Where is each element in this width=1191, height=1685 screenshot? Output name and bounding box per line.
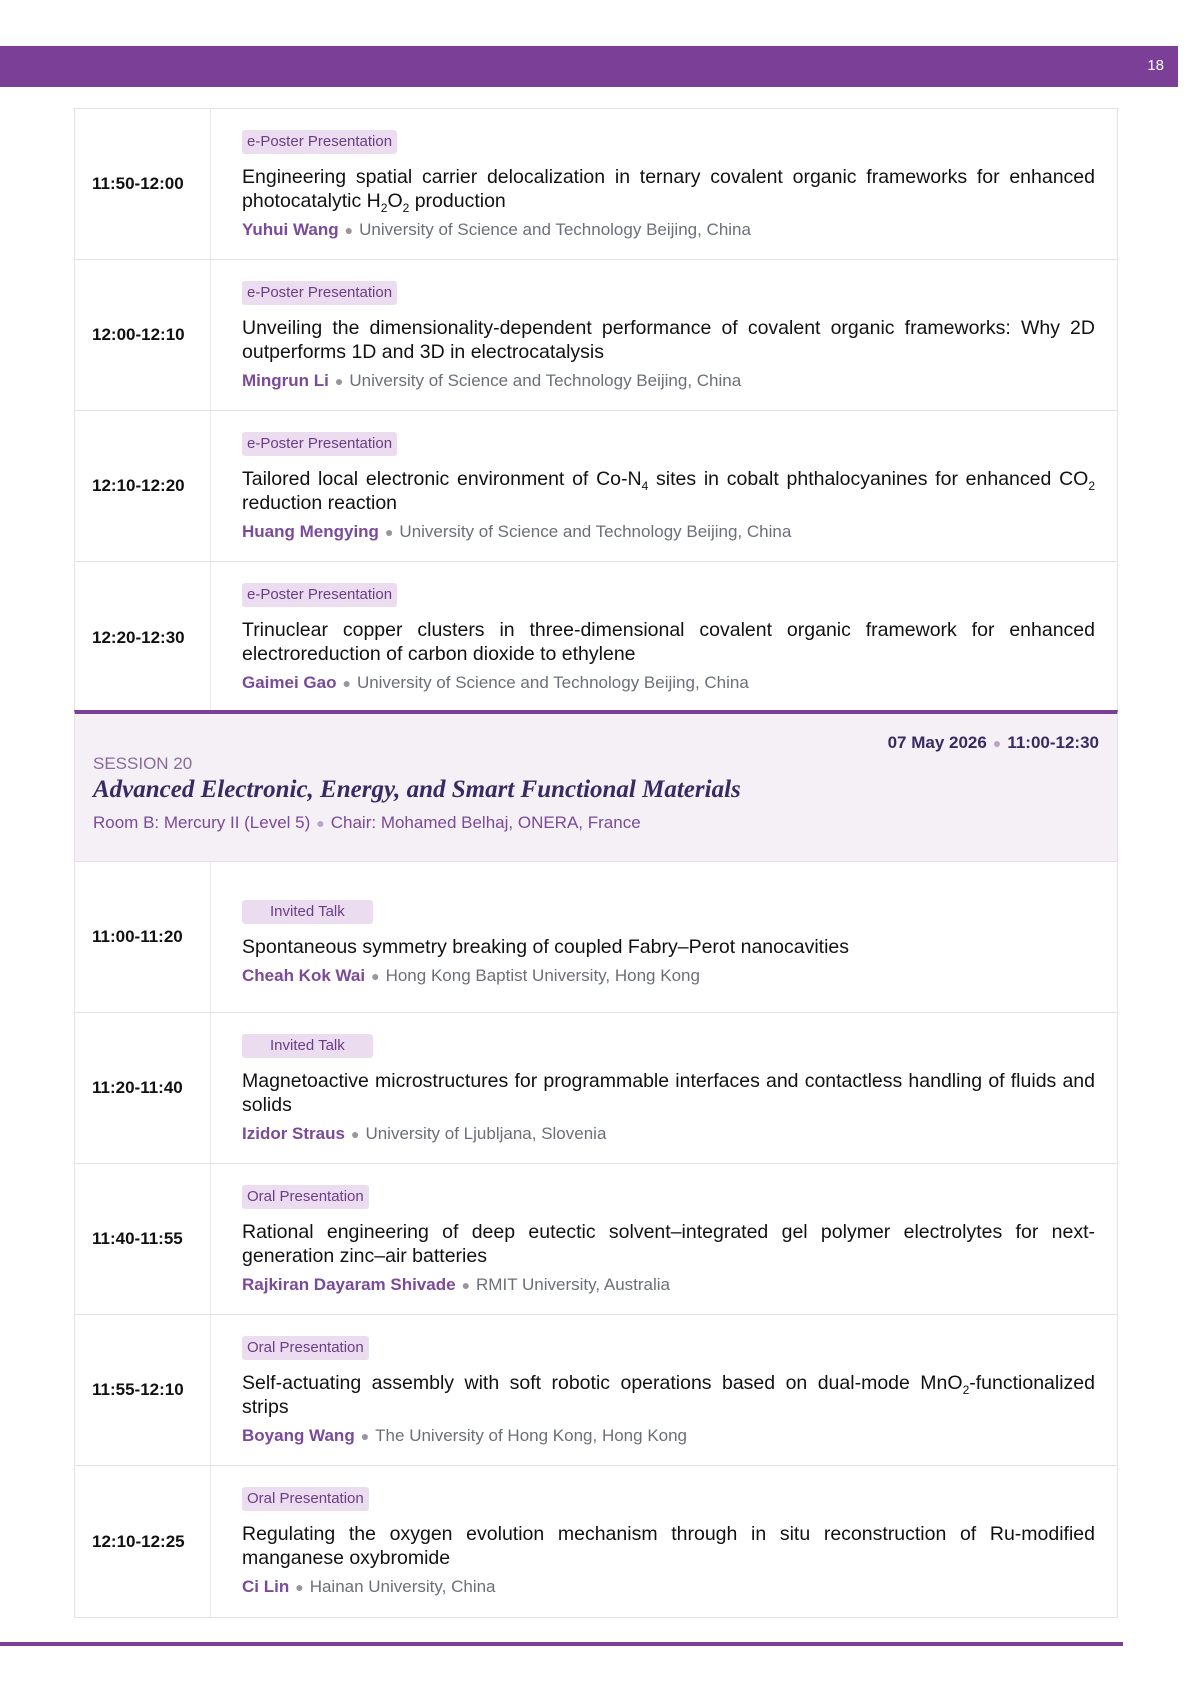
talk-content [211, 1315, 1117, 1465]
author-name: Cheah Kok Wai [242, 966, 366, 985]
author-affiliation: Hainan University, China [309, 1577, 496, 1596]
talk-title: Engineering spatial carrier delocalization in ternary covalent organic frameworks for enhanced photocatalytic $H_2O_2$ production [242, 166, 1095, 215]
time-slot: 12:10-12:20 [75, 411, 211, 561]
presentation-type-badge: Oral Presentation [242, 1487, 369, 1511]
separator-dot: ● [334, 373, 344, 389]
presentation-type-badge: e-Poster Presentation [242, 583, 397, 607]
talk-content [211, 260, 1117, 410]
header-band [0, 46, 1178, 87]
talk-title: Regulating the oxygen evolution mechanism through in situ reconstruction of Ru-modified manganese oxybromide [242, 1523, 1095, 1569]
author-line [242, 220, 1095, 240]
presentation-type-badge: e-Poster Presentation [242, 432, 397, 456]
footer-rule [0, 1642, 1123, 1646]
separator-dot: ● [371, 968, 380, 984]
separator-dot: ● [384, 524, 394, 540]
page-number: 18 [1147, 57, 1164, 74]
talk-content [211, 1013, 1117, 1163]
separator-dot: ● [360, 1428, 370, 1444]
separator-dot: ● [992, 735, 1002, 751]
session-meta [93, 813, 641, 833]
talk-content [211, 562, 1117, 713]
author-affiliation: University of Science and Technology Beijing, China [349, 371, 742, 390]
talk-title: Spontaneous symmetry breaking of coupled Fabry–Perot nanocavities [242, 936, 850, 958]
author-name: Izidor Straus [242, 1124, 345, 1143]
author-name: Mingrun Li [242, 371, 329, 390]
time-slot: 11:50-12:00 [75, 109, 211, 259]
separator-dot: ● [344, 222, 354, 238]
session-chair: Chair: Mohamed Belhaj, ONERA, France [330, 813, 641, 832]
talk-title: Magnetoactive microstructures for programmable interfaces and contactless handling of fluids and solids [242, 1070, 1095, 1116]
schedule-block-1 [74, 108, 1118, 713]
time-slot: 12:10-12:25 [75, 1466, 211, 1617]
author-name: Yuhui Wang [242, 220, 339, 239]
talk-title: Unveiling the dimensionality-dependent performance of covalent organic frameworks: Why 2D outperforms 1D and 3D in electrocatalysis [242, 317, 1095, 363]
author-name: Huang Mengying [242, 522, 379, 541]
author-line [242, 1426, 1095, 1446]
schedule-row [75, 411, 1117, 562]
schedule-block-2 [74, 862, 1118, 1618]
separator-dot: ● [350, 1126, 360, 1142]
session-title: Advanced Electronic, Energy, and Smart Functional Materials [93, 776, 741, 803]
author-affiliation: The University of Hong Kong, Hong Kong [375, 1426, 688, 1445]
author-line [242, 1275, 1095, 1295]
author-affiliation: RMIT University, Australia [476, 1275, 671, 1294]
schedule-row [75, 1164, 1117, 1315]
author-affiliation: University of Science and Technology Beijing, China [356, 673, 749, 692]
presentation-type-badge: Invited Talk [242, 900, 373, 924]
session-room: Room B: Mercury II (Level 5) [93, 813, 311, 832]
presentation-type-badge: Invited Talk [242, 1034, 373, 1058]
author-affiliation: University of Science and Technology Beijing, China [359, 220, 751, 239]
author-line [242, 966, 1095, 986]
author-line [242, 673, 1095, 693]
separator-dot: ● [342, 675, 351, 691]
time-slot: 12:20-12:30 [75, 562, 211, 713]
time-slot: 12:00-12:10 [75, 260, 211, 410]
author-name: Rajkiran Dayaram Shivade [242, 1275, 456, 1294]
schedule-row [75, 1013, 1117, 1164]
talk-title: Tailored local electronic environment of $Co-N_4$ sites in cobalt phthalocyanines for enhanced $CO_2$ reduction reaction [242, 468, 1096, 514]
schedule-row [75, 1315, 1117, 1466]
separator-dot: ● [295, 1579, 304, 1595]
talk-title: Self-actuating assembly with soft robotic operations based on dual-mode MnO$_2$-functionalized strips [242, 1372, 1095, 1418]
session-datetime [888, 733, 1099, 753]
author-name: Gaimei Gao [242, 673, 337, 692]
presentation-type-badge: Oral Presentation [242, 1336, 369, 1360]
presentation-type-badge: e-Poster Presentation [242, 281, 397, 305]
talk-content [211, 411, 1117, 561]
time-slot: 11:20-11:40 [75, 1013, 211, 1163]
author-line [242, 1577, 1095, 1597]
session-date: 07 May 2026 [887, 733, 987, 752]
time-slot: 11:00-11:20 [75, 862, 211, 1012]
session-time: 11:00-12:30 [1007, 733, 1099, 752]
talk-content [211, 1164, 1117, 1314]
author-line [242, 1124, 1095, 1144]
schedule-row [75, 562, 1117, 713]
session-label: SESSION 20 [93, 754, 193, 773]
author-name: Boyang Wang [242, 1426, 355, 1445]
schedule-row [75, 260, 1117, 411]
schedule-row [75, 109, 1117, 260]
talk-content [211, 109, 1117, 259]
session-header [74, 710, 1118, 862]
talk-title: Rational engineering of deep eutectic solvent–integrated gel polymer electrolytes for next-generation zinc–air batteries [242, 1221, 1095, 1267]
talk-content [211, 862, 1117, 1012]
presentation-type-badge: Oral Presentation [242, 1185, 369, 1209]
author-line [242, 371, 1095, 391]
presentation-type-badge: e-Poster Presentation [242, 130, 397, 154]
author-line [242, 522, 1095, 542]
talk-title: Trinuclear copper clusters in three-dimensional covalent organic framework for enhanced electroreduction of carbon dioxide to ethylene [242, 619, 1095, 665]
author-affiliation: University of Science and Technology Beijing, China [399, 522, 792, 541]
schedule-row [75, 862, 1117, 1013]
talk-content [211, 1466, 1117, 1617]
separator-dot: ● [461, 1277, 471, 1293]
author-name: Ci Lin [242, 1577, 290, 1596]
time-slot: 11:55-12:10 [75, 1315, 211, 1465]
author-affiliation: University of Ljubljana, Slovenia [365, 1124, 607, 1143]
schedule-row [75, 1466, 1117, 1617]
separator-dot: ● [316, 815, 325, 831]
time-slot: 11:40-11:55 [75, 1164, 211, 1314]
author-affiliation: Hong Kong Baptist University, Hong Kong [385, 966, 700, 985]
